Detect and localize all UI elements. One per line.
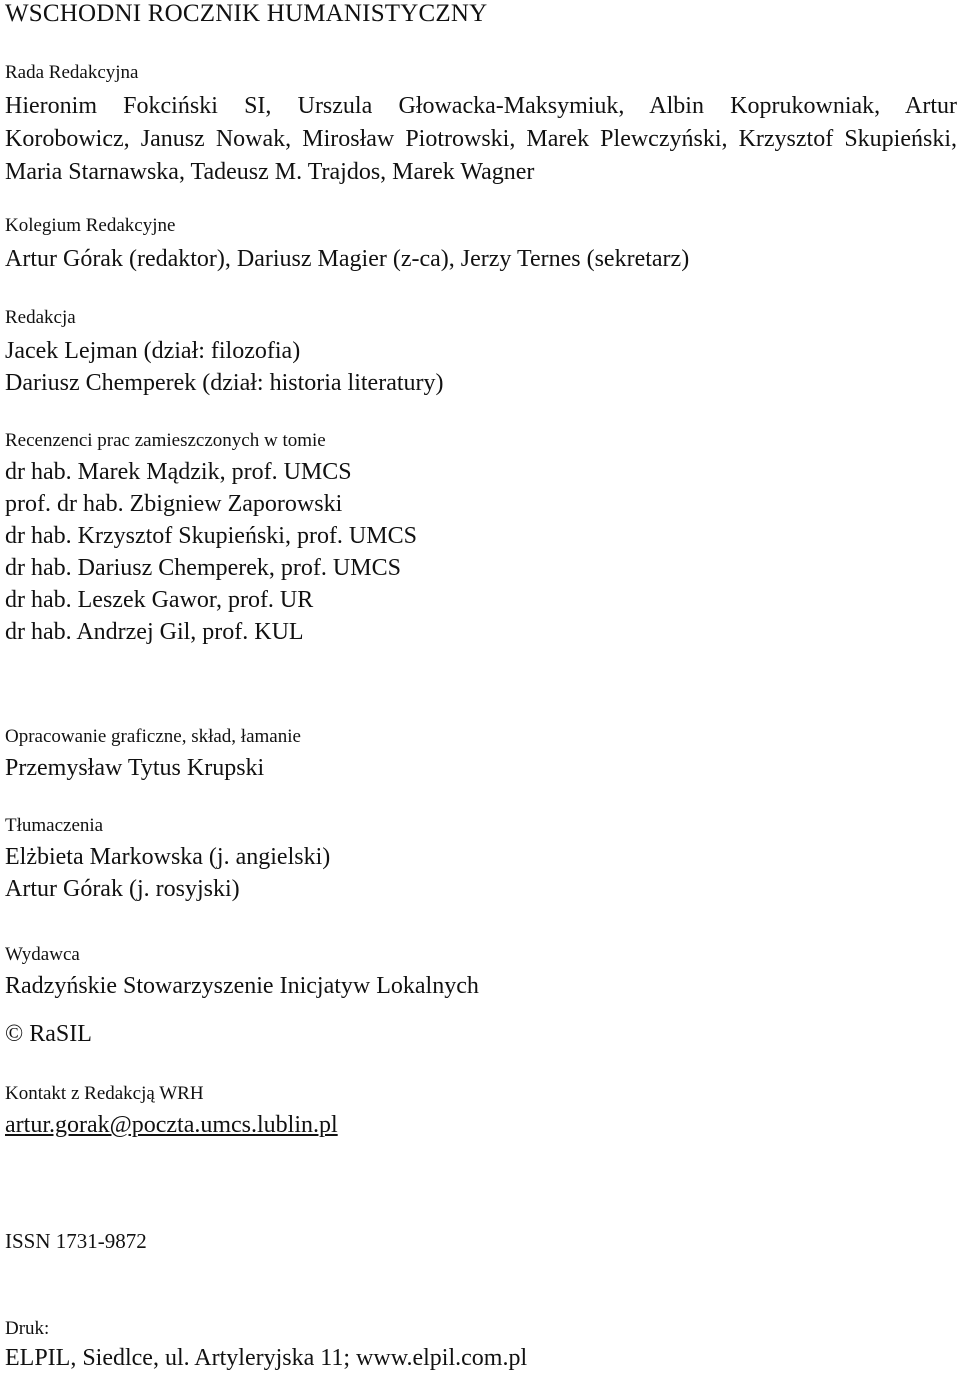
journal-title: WSCHODNI ROCZNIK HUMANISTYCZNY — [5, 0, 488, 27]
translations-label: Tłumaczenia — [5, 815, 104, 836]
printer-label: Druk: — [5, 1318, 50, 1339]
contact-email-link[interactable]: artur.gorak@poczta.umcs.lublin.pl — [5, 1112, 338, 1138]
publisher-section — [5, 944, 957, 1002]
editorial-board-members — [5, 90, 957, 189]
reviewer-line: dr hab. Andrzej Gil, prof. KUL — [5, 619, 304, 645]
graphic-design-label: Opracowanie graficzne, skład, łamanie — [5, 726, 301, 747]
graphic-design-section — [5, 726, 957, 784]
reviewers-section — [5, 430, 957, 648]
editors-section — [5, 307, 957, 399]
editorial-board-line: Maria Starnawska, Tadeusz M. Trajdos, Marek Wagner — [5, 159, 535, 185]
contact-label: Kontakt z Redakcją WRH — [5, 1083, 204, 1104]
copyright-section — [5, 1018, 957, 1050]
reviewer-line: dr hab. Dariusz Chemperek, prof. UMCS — [5, 555, 401, 581]
editors-label: Redakcja — [5, 307, 76, 328]
editor-line: Jacek Lejman (dział: filozofia) — [5, 338, 301, 364]
reviewer-line: dr hab. Krzysztof Skupieński, prof. UMCS — [5, 523, 417, 549]
editorial-college-label: Kolegium Redakcyjne — [5, 215, 176, 236]
translator-line: Artur Górak (j. rosyjski) — [5, 876, 240, 902]
publisher-name: Radzyńskie Stowarzyszenie Inicjatyw Lokalnych — [5, 973, 479, 999]
graphic-designer: Przemysław Tytus Krupski — [5, 755, 265, 781]
copyright-notice: © RaSIL — [5, 1021, 92, 1047]
reviewers-label: Recenzenci prac zamieszczonych w tomie — [5, 430, 326, 451]
editorial-board-label: Rada Redakcyjna — [5, 62, 139, 83]
editorial-board-line: Hieronim Fokciński SI, Urszula Głowacka-Maksymiuk, Albin Koprukowniak, Artur — [5, 93, 957, 119]
translator-line: Elżbieta Markowska (j. angielski) — [5, 844, 331, 870]
reviewer-line: prof. dr hab. Zbigniew Zaporowski — [5, 491, 343, 517]
publisher-label: Wydawca — [5, 944, 80, 965]
translations-section — [5, 815, 957, 905]
reviewer-line: dr hab. Leszek Gawor, prof. UR — [5, 587, 314, 613]
editorial-college-members: Artur Górak (redaktor), Dariusz Magier (z-ca), Jerzy Ternes (sekretarz) — [5, 246, 690, 272]
editorial-college-section — [5, 215, 957, 275]
editorial-board-section — [5, 62, 957, 189]
contact-section — [5, 1083, 957, 1141]
printer-details: ELPIL, Siedlce, ul. Artyleryjska 11; www.elpil.com.pl — [5, 1345, 528, 1371]
issn-section — [5, 1230, 957, 1252]
reviewer-line: dr hab. Marek Mądzik, prof. UMCS — [5, 459, 352, 485]
editorial-board-line: Korobowicz, Janusz Nowak, Mirosław Piotrowski, Marek Plewczyński, Krzysztof Skupieński, — [5, 126, 957, 152]
printer-section — [5, 1318, 957, 1374]
editor-line: Dariusz Chemperek (dział: historia literatury) — [5, 370, 444, 396]
issn-number: ISSN 1731-9872 — [5, 1229, 147, 1253]
